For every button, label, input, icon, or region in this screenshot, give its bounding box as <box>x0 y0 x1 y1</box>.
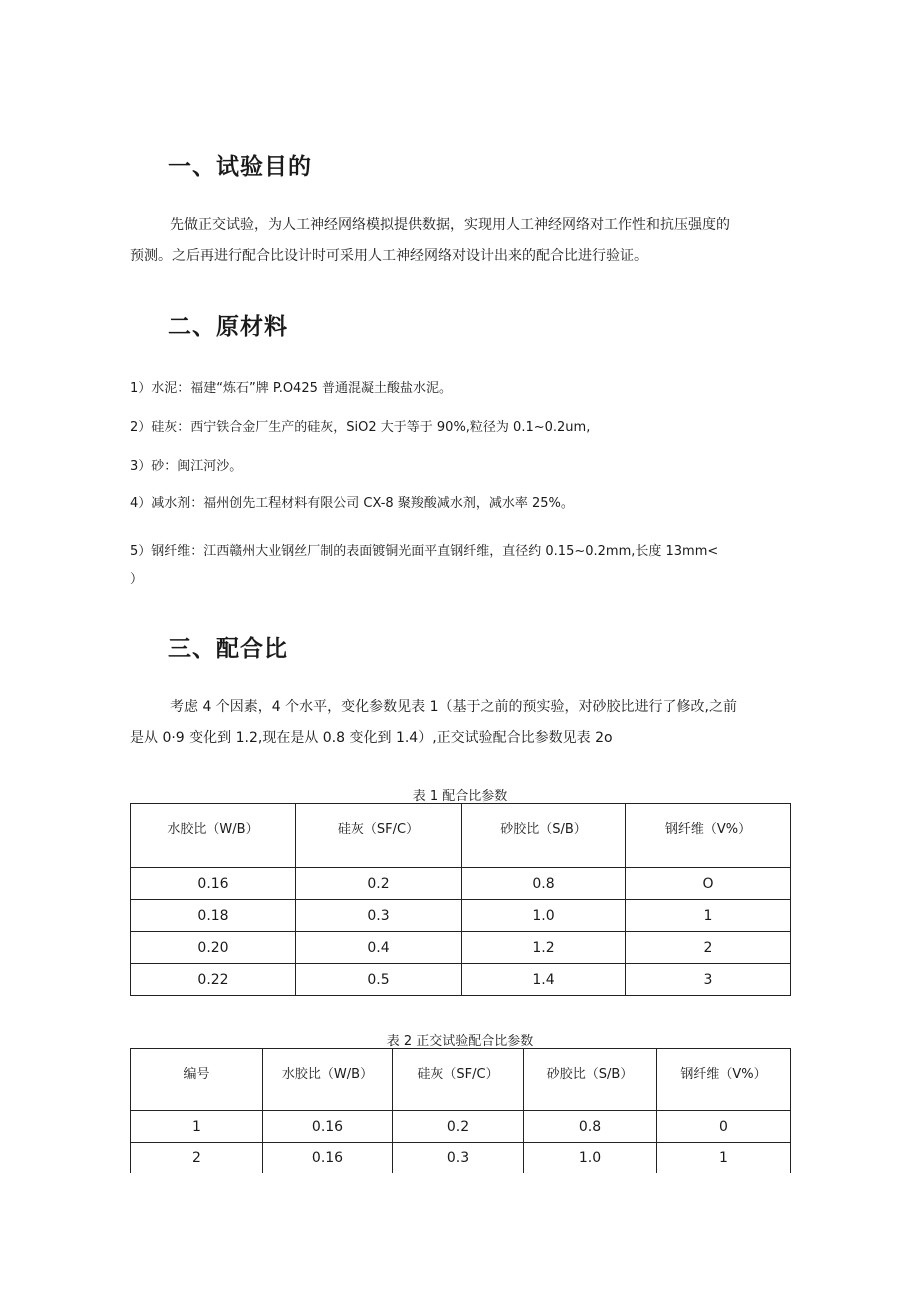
table-row <box>131 964 791 996</box>
table-cell: 1.4 <box>462 964 626 996</box>
table-cell: 0.16 <box>263 1143 393 1173</box>
material-item-cement: 1）水泥：福建“炼石”牌 P.O425 普通混凝土酸盐水泥。 <box>130 381 452 396</box>
table2-caption: 表 2 正交试验配合比参数 <box>386 1034 534 1049</box>
mix-paragraph-line1: 考虑 4 个因素，4 个水平，变化参数见表 1（基于之前的预实验，对砂胶比进行了修改,之前 <box>170 699 737 715</box>
table-cell: 0.8 <box>462 868 626 900</box>
table-cell: 0.18 <box>131 900 296 932</box>
table-cell: O <box>626 868 791 900</box>
table-row <box>131 1111 791 1143</box>
material-item-sand: 3）砂：闽江河沙。 <box>130 459 243 474</box>
table-cell: 1 <box>131 1111 263 1143</box>
table2-header-cell: 硅灰（SF/C） <box>393 1049 524 1111</box>
table-cell: 0.5 <box>296 964 462 996</box>
table-cell: 1.2 <box>462 932 626 964</box>
material-item-steel-fiber-cont: ） <box>130 572 144 587</box>
table1-header-row <box>131 804 791 868</box>
heading-purpose: 一、试验目的 <box>168 154 312 180</box>
table-cell: 0.8 <box>524 1111 657 1143</box>
table-cell: 0.2 <box>393 1111 524 1143</box>
table2-header-cell: 砂胶比（S/B） <box>524 1049 657 1111</box>
table-cell: 0.3 <box>296 900 462 932</box>
table1-header-cell: 水胶比（W/B） <box>131 804 296 868</box>
material-item-silica-fume: 2）硅灰：西宁铁合金厂生产的硅灰，SiO2 大于等于 90%,粒径为 0.1~0.2um, <box>130 420 591 435</box>
heading-mix-ratio: 三、配合比 <box>168 636 288 662</box>
table-cell: 1 <box>626 900 791 932</box>
table-cell: 0.16 <box>263 1111 393 1143</box>
table1 <box>130 803 791 996</box>
table-cell: 0.20 <box>131 932 296 964</box>
mix-paragraph-line2: 是从 0·9 变化到 1.2,现在是从 0.8 变化到 1.4）,正交试验配合比参数见表 2o <box>130 730 613 746</box>
table2-header-cell: 钢纤维（V%） <box>657 1049 791 1111</box>
table-row <box>131 932 791 964</box>
table-cell: 0.4 <box>296 932 462 964</box>
material-item-water-reducer: 4）减水剂：福州创先工程材料有限公司 CX-8 聚羧酸减水剂，减水率 25%。 <box>130 496 574 511</box>
table-cell: 0 <box>657 1111 791 1143</box>
table1-header-cell: 钢纤维（V%） <box>626 804 791 868</box>
table-cell: 1 <box>657 1143 791 1173</box>
table1-caption: 表 1 配合比参数 <box>412 789 508 804</box>
table-cell: 0.22 <box>131 964 296 996</box>
table2 <box>130 1048 791 1173</box>
material-item-steel-fiber: 5）钢纤维：江西赣州大业钢丝厂制的表面镀铜光面平直钢纤维，直径约 0.15~0.2mm,长度 13mm< <box>130 544 719 559</box>
table-row <box>131 1143 791 1173</box>
table2-header-cell: 编号 <box>131 1049 263 1111</box>
table-row <box>131 900 791 932</box>
table1-header-cell: 硅灰（SF/C） <box>296 804 462 868</box>
heading-materials: 二、原材料 <box>168 314 288 340</box>
table-cell: 1.0 <box>462 900 626 932</box>
table-cell: 0.3 <box>393 1143 524 1173</box>
table-cell: 0.2 <box>296 868 462 900</box>
purpose-paragraph-line2: 预测。之后再进行配合比设计时可采用人工神经网络对设计出来的配合比进行验证。 <box>130 248 648 264</box>
table2-header-row <box>131 1049 791 1111</box>
table-row <box>131 868 791 900</box>
table-cell: 1.0 <box>524 1143 657 1173</box>
purpose-paragraph-line1: 先做正交试验，为人工神经网络模拟提供数据，实现用人工神经网络对工作性和抗压强度的 <box>170 217 730 233</box>
table1-header-cell: 砂胶比（S/B） <box>462 804 626 868</box>
table-cell: 3 <box>626 964 791 996</box>
table-cell: 2 <box>131 1143 263 1173</box>
table2-header-cell: 水胶比（W/B） <box>263 1049 393 1111</box>
table-cell: 0.16 <box>131 868 296 900</box>
table-cell: 2 <box>626 932 791 964</box>
